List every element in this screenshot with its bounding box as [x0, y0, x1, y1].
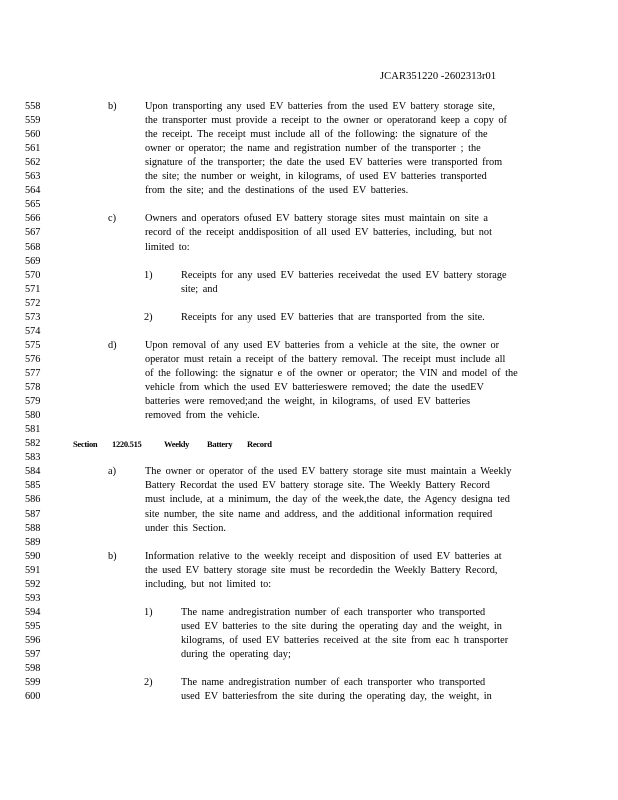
paragraph-label: 2): [144, 311, 153, 323]
paragraph-text: vehicle from which the used EV batterieswere removed; the date the usedEV: [145, 382, 484, 393]
paragraph-text: from the site; and the destinations of the used EV batteries.: [145, 185, 409, 197]
section-heading-word: Section: [73, 439, 98, 450]
document-line: [0, 184, 618, 197]
line-number: 583: [25, 452, 41, 464]
paragraph-text: batteries were removed;and the weight, in kilograms, of used EV batteries: [145, 396, 471, 408]
document-line: [0, 367, 618, 380]
paragraph-label: a): [108, 466, 116, 478]
line-number: 562: [25, 157, 41, 169]
line-number: 596: [25, 634, 41, 646]
line-number: 586: [25, 494, 41, 506]
paragraph-text: the site; the number or weight, in kilograms, of used EV batteries transported: [145, 171, 487, 183]
paragraph-text: Upon removal of any used EV batteries from a vehicle at the site, the owner or: [145, 339, 500, 351]
section-heading-title: Weekly: [164, 439, 190, 450]
line-number: 578: [25, 382, 41, 393]
document-line: [0, 508, 618, 521]
line-number: 579: [25, 396, 41, 408]
paragraph-text: of the following: the signatur e of the owner or operator; the VIN and model of the: [145, 367, 518, 379]
paragraph-text: the used EV battery storage site must be recordedin the Weekly Battery Record,: [145, 564, 498, 576]
document-line: [0, 114, 618, 127]
paragraph-text: the receipt. The receipt must include all of the following: the signature of the: [145, 129, 488, 141]
line-number: 594: [25, 606, 41, 618]
paragraph-text: Battery Recordat the used EV battery storage site. The Weekly Battery Record: [145, 480, 490, 492]
paragraph-text: record of the receipt anddisposition of all used EV batteries, including, but not: [145, 227, 492, 239]
paragraph-text: during the operating day;: [181, 649, 291, 660]
document-line: [0, 522, 618, 535]
line-number: 585: [25, 480, 41, 492]
section-heading-title: Record: [247, 439, 272, 450]
line-number: 570: [25, 269, 41, 281]
document-line: [0, 339, 618, 352]
line-number: 600: [25, 691, 41, 703]
document-line: [0, 409, 618, 422]
document-line: [0, 212, 618, 225]
line-number: 595: [25, 620, 41, 632]
line-number: 588: [25, 522, 41, 534]
paragraph-text: site number, the site name and address, and the additional information required: [145, 508, 493, 520]
section-heading-title: Battery: [207, 439, 233, 450]
paragraph-text: The name andregistration number of each transporter who transported: [181, 677, 486, 689]
document-line: [0, 564, 618, 577]
line-number: 593: [25, 592, 41, 604]
paragraph-text: The name andregistration number of each transporter who transported: [181, 606, 486, 618]
document-line: [0, 465, 618, 478]
document-line: [0, 170, 618, 183]
paragraph-text: Information relative to the weekly receipt and disposition of used EV batteries at: [145, 550, 502, 562]
line-number: 599: [25, 677, 41, 689]
document-line: [0, 311, 618, 324]
line-number: 598: [25, 663, 41, 674]
paragraph-text: owner or operator; the name and registration number of the transporter ; the: [145, 143, 481, 155]
line-number: 589: [25, 536, 41, 548]
line-number: 569: [25, 255, 41, 267]
line-number: 576: [25, 353, 41, 365]
paragraph-label: d): [108, 339, 117, 351]
line-number: 587: [25, 508, 41, 520]
paragraph-text: Receipts for any used EV batteries receivedat the used EV battery storage: [181, 269, 507, 281]
document-line: [0, 198, 618, 211]
document-line: [0, 269, 618, 282]
paragraph-text: Receipts for any used EV batteries that are transported from the site.: [181, 311, 485, 323]
document-line: [0, 353, 618, 366]
paragraph-text: removed from the vehicle.: [145, 410, 260, 422]
line-number: 580: [25, 410, 41, 422]
line-number: 568: [25, 241, 41, 253]
paragraph-text: limited to:: [145, 241, 190, 253]
document-line: [0, 536, 618, 549]
line-number: 573: [25, 311, 41, 323]
paragraph-label: c): [108, 213, 116, 225]
document-line: [0, 395, 618, 408]
paragraph-text: used EV batteries to the site during the operating day and the weight, in: [181, 620, 502, 632]
line-number: 592: [25, 578, 41, 590]
line-number: 559: [25, 115, 41, 126]
line-number: 581: [25, 424, 41, 436]
paragraph-text: kilograms, of used EV batteries received at the site from eac h transporter: [181, 634, 509, 646]
line-number: 582: [25, 438, 41, 450]
line-number: 571: [25, 283, 41, 295]
document-line: [0, 690, 618, 703]
page-header-doc-id: JCAR351220 -2602313r01: [380, 71, 497, 82]
document-line: [0, 479, 618, 492]
document-line: [0, 620, 618, 633]
document-line: [0, 634, 618, 647]
paragraph-text: Upon transporting any used EV batteries from the used EV battery storage site,: [145, 101, 495, 112]
document-line: [0, 226, 618, 239]
line-number: 561: [25, 143, 41, 155]
document-line: [0, 325, 618, 338]
document-line: [0, 100, 618, 113]
paragraph-text: under this Section.: [145, 522, 226, 534]
paragraph-label: 1): [144, 269, 153, 281]
document-line: [0, 423, 618, 436]
line-number: 565: [25, 199, 41, 211]
paragraph-label: 1): [144, 606, 153, 618]
line-number: 566: [25, 213, 41, 225]
line-number: 577: [25, 367, 41, 379]
line-number: 597: [25, 649, 41, 660]
document-line: [0, 592, 618, 605]
document-line: [0, 283, 618, 296]
paragraph-text: signature of the transporter; the date the used EV batteries were transported from: [145, 157, 503, 169]
line-number: 567: [25, 227, 41, 239]
document-line: [0, 451, 618, 464]
paragraph-label: 2): [144, 677, 153, 689]
line-number: 575: [25, 339, 41, 351]
line-number: 558: [25, 101, 41, 112]
paragraph-text: The owner or operator of the used EV battery storage site must maintain a Weekly: [145, 466, 512, 478]
document-line: [0, 297, 618, 310]
line-number: 563: [25, 171, 41, 183]
document-line: [0, 381, 618, 394]
document-line: [0, 437, 618, 450]
paragraph-text: including, but not limited to:: [145, 578, 272, 590]
paragraph-text: used EV batteriesfrom the site during the operating day, the weight, in: [181, 691, 492, 703]
paragraph-text: the transporter must provide a receipt to the owner or operatorand keep a copy of: [145, 115, 507, 126]
document-line: [0, 128, 618, 141]
document-line: [0, 550, 618, 563]
paragraph-text: Owners and operators ofused EV battery storage sites must maintain on site a: [145, 213, 488, 225]
document-line: [0, 241, 618, 254]
document-line: [0, 578, 618, 591]
document-line: [0, 676, 618, 689]
document-line: [0, 255, 618, 268]
document-line: [0, 156, 618, 169]
line-number: 591: [25, 564, 41, 576]
line-number: 584: [25, 466, 41, 478]
line-number: 574: [25, 325, 41, 337]
paragraph-text: operator must retain a receipt of the battery removal. The receipt must include all: [145, 353, 506, 365]
line-number: 590: [25, 550, 41, 562]
line-number: 560: [25, 129, 41, 141]
document-line: [0, 662, 618, 675]
paragraph-text: site; and: [181, 283, 218, 295]
document-line: [0, 142, 618, 155]
paragraph-label: b): [108, 101, 117, 112]
paragraph-label: b): [108, 550, 117, 562]
document-line: [0, 606, 618, 619]
paragraph-text: must include, at a minimum, the day of the week,the date, the Agency designa ted: [145, 494, 510, 506]
line-number: 572: [25, 297, 41, 309]
document-line: [0, 493, 618, 506]
line-number: 564: [25, 185, 41, 197]
document-line: [0, 648, 618, 661]
section-heading-number: 1220.515: [112, 439, 142, 450]
